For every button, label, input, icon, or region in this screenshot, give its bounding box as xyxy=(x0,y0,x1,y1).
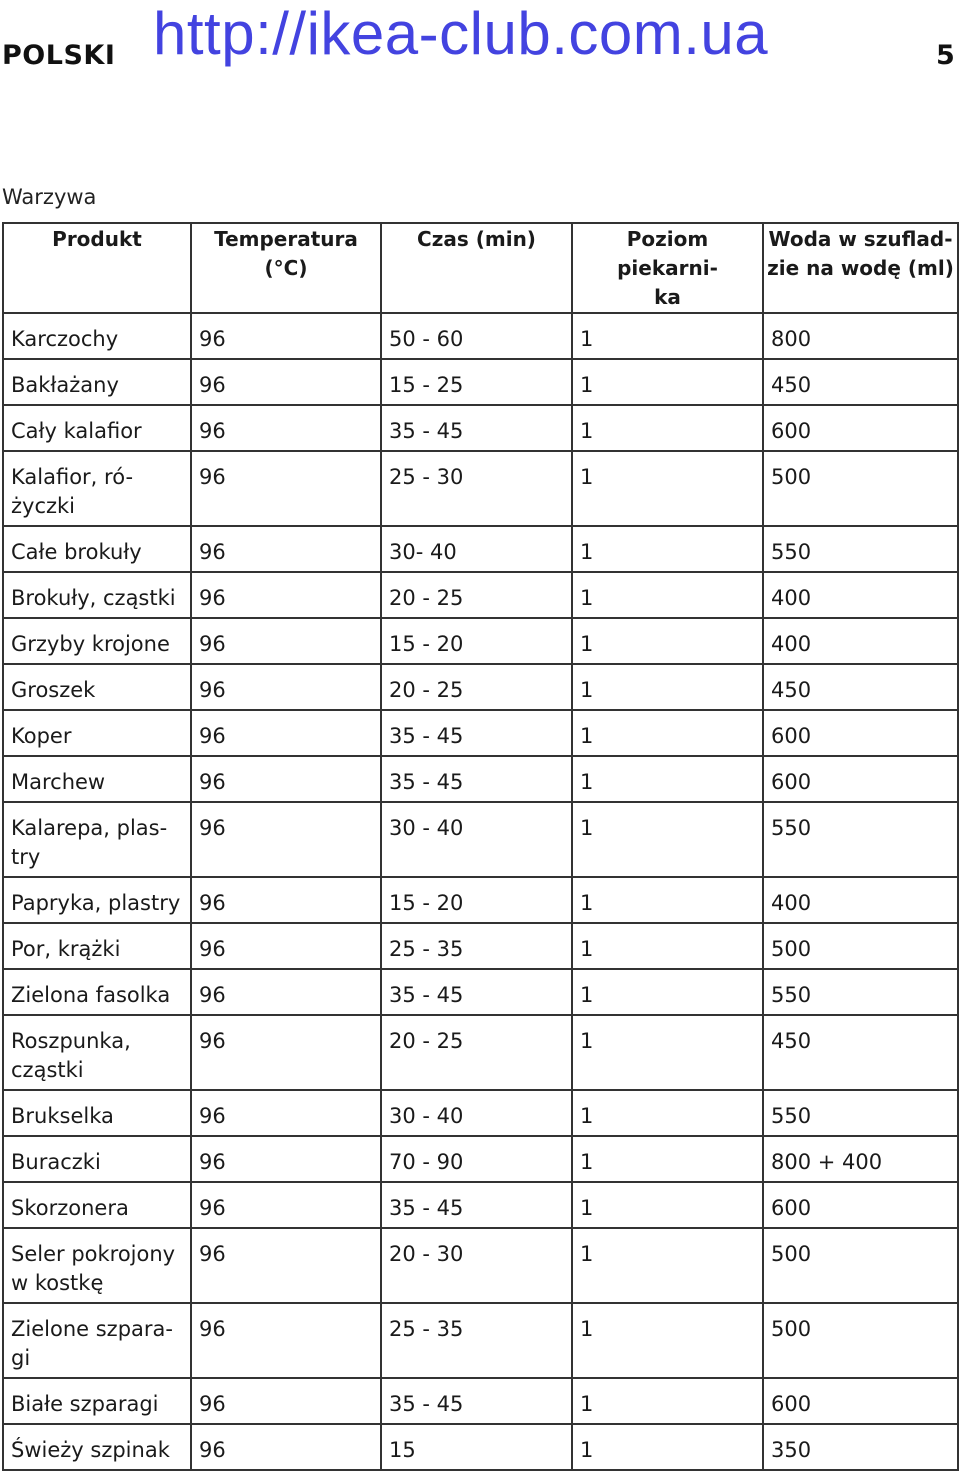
cell-time: 15 - 20 xyxy=(381,618,572,664)
cell-temperature: 96 xyxy=(191,1182,381,1228)
section-title: Warzywa xyxy=(2,185,97,209)
cell-product: Cały kalafior xyxy=(3,405,191,451)
cell-water: 600 xyxy=(763,710,958,756)
cell-water: 500 xyxy=(763,1303,958,1378)
cell-time: 50 - 60 xyxy=(381,313,572,359)
language-label: POLSKI xyxy=(2,40,116,71)
cell-product: Świeży szpinak xyxy=(3,1424,191,1470)
table-row xyxy=(3,877,958,923)
cell-product: Bakłażany xyxy=(3,359,191,405)
cell-level: 1 xyxy=(572,923,763,969)
cell-water: 450 xyxy=(763,1015,958,1090)
cell-product: Całe brokuły xyxy=(3,526,191,572)
column-header-level: Poziom piekarni- ka xyxy=(572,223,763,313)
cell-temperature: 96 xyxy=(191,1228,381,1303)
cell-water: 400 xyxy=(763,877,958,923)
cell-water: 400 xyxy=(763,618,958,664)
cell-time: 20 - 25 xyxy=(381,1015,572,1090)
cell-temperature: 96 xyxy=(191,405,381,451)
cell-level: 1 xyxy=(572,1182,763,1228)
cell-level: 1 xyxy=(572,877,763,923)
table-row xyxy=(3,923,958,969)
table-row xyxy=(3,313,958,359)
cell-time: 35 - 45 xyxy=(381,710,572,756)
cell-water: 400 xyxy=(763,572,958,618)
table-body xyxy=(3,313,958,1470)
cell-temperature: 96 xyxy=(191,877,381,923)
table-row xyxy=(3,451,958,526)
website-link[interactable]: http://ikea-club.com.ua xyxy=(153,0,769,67)
cell-level: 1 xyxy=(572,618,763,664)
cell-temperature: 96 xyxy=(191,451,381,526)
cell-water: 550 xyxy=(763,969,958,1015)
cell-level: 1 xyxy=(572,405,763,451)
cell-temperature: 96 xyxy=(191,969,381,1015)
cooking-table xyxy=(2,222,959,1471)
table-row xyxy=(3,1136,958,1182)
cell-temperature: 96 xyxy=(191,923,381,969)
cell-temperature: 96 xyxy=(191,359,381,405)
cell-level: 1 xyxy=(572,1090,763,1136)
page-number: 5 xyxy=(936,40,955,71)
cell-level: 1 xyxy=(572,802,763,877)
cell-water: 600 xyxy=(763,405,958,451)
cell-temperature: 96 xyxy=(191,710,381,756)
cell-product: Papryka, plastry xyxy=(3,877,191,923)
cell-time: 25 - 35 xyxy=(381,1303,572,1378)
cell-temperature: 96 xyxy=(191,1090,381,1136)
cell-temperature: 96 xyxy=(191,756,381,802)
cell-level: 1 xyxy=(572,1424,763,1470)
table-row xyxy=(3,1228,958,1303)
cell-time: 35 - 45 xyxy=(381,1182,572,1228)
cell-level: 1 xyxy=(572,969,763,1015)
table-row xyxy=(3,618,958,664)
cell-product: Roszpunka, cząstki xyxy=(3,1015,191,1090)
cell-temperature: 96 xyxy=(191,1136,381,1182)
cell-temperature: 96 xyxy=(191,802,381,877)
cell-water: 600 xyxy=(763,756,958,802)
cell-time: 20 - 25 xyxy=(381,664,572,710)
cell-product: Kalafior, ró- życzki xyxy=(3,451,191,526)
cell-product: Zielona fasolka xyxy=(3,969,191,1015)
cell-water: 450 xyxy=(763,664,958,710)
table-row xyxy=(3,802,958,877)
table-row xyxy=(3,526,958,572)
cell-temperature: 96 xyxy=(191,664,381,710)
cell-product: Zielone szpara- gi xyxy=(3,1303,191,1378)
cell-product: Karczochy xyxy=(3,313,191,359)
cell-level: 1 xyxy=(572,1228,763,1303)
table-row xyxy=(3,969,958,1015)
cell-time: 15 xyxy=(381,1424,572,1470)
cell-level: 1 xyxy=(572,1136,763,1182)
table-row xyxy=(3,1378,958,1424)
cell-product: Skorzonera xyxy=(3,1182,191,1228)
cell-temperature: 96 xyxy=(191,1015,381,1090)
cell-water: 500 xyxy=(763,451,958,526)
table-row xyxy=(3,664,958,710)
cell-time: 70 - 90 xyxy=(381,1136,572,1182)
column-header-product: Produkt xyxy=(3,223,191,313)
table-row xyxy=(3,359,958,405)
cell-time: 20 - 30 xyxy=(381,1228,572,1303)
column-header-time: Czas (min) xyxy=(381,223,572,313)
cell-product: Kalarepa, plas- try xyxy=(3,802,191,877)
cell-temperature: 96 xyxy=(191,1378,381,1424)
cell-water: 500 xyxy=(763,1228,958,1303)
cell-product: Koper xyxy=(3,710,191,756)
cell-water: 550 xyxy=(763,802,958,877)
cell-product: Brokuły, cząstki xyxy=(3,572,191,618)
cell-level: 1 xyxy=(572,756,763,802)
cell-time: 35 - 45 xyxy=(381,969,572,1015)
cell-water: 800 + 400 xyxy=(763,1136,958,1182)
cell-time: 35 - 45 xyxy=(381,756,572,802)
cell-water: 600 xyxy=(763,1378,958,1424)
cell-temperature: 96 xyxy=(191,618,381,664)
table-row xyxy=(3,710,958,756)
table-row xyxy=(3,1182,958,1228)
cell-product: Seler pokrojony w kostkę xyxy=(3,1228,191,1303)
cell-level: 1 xyxy=(572,664,763,710)
cell-product: Brukselka xyxy=(3,1090,191,1136)
cell-time: 20 - 25 xyxy=(381,572,572,618)
cell-level: 1 xyxy=(572,451,763,526)
cell-time: 25 - 35 xyxy=(381,923,572,969)
cell-water: 550 xyxy=(763,1090,958,1136)
table-row xyxy=(3,1424,958,1470)
cell-level: 1 xyxy=(572,1303,763,1378)
cell-level: 1 xyxy=(572,1378,763,1424)
cell-water: 350 xyxy=(763,1424,958,1470)
cell-product: Marchew xyxy=(3,756,191,802)
cell-time: 15 - 20 xyxy=(381,877,572,923)
cell-water: 550 xyxy=(763,526,958,572)
cell-temperature: 96 xyxy=(191,526,381,572)
cell-time: 25 - 30 xyxy=(381,451,572,526)
cell-product: Groszek xyxy=(3,664,191,710)
page-header xyxy=(0,0,960,80)
cell-time: 35 - 45 xyxy=(381,1378,572,1424)
table-row xyxy=(3,572,958,618)
cell-water: 450 xyxy=(763,359,958,405)
table-row xyxy=(3,1015,958,1090)
cell-water: 600 xyxy=(763,1182,958,1228)
cell-level: 1 xyxy=(572,1015,763,1090)
cell-product: Grzyby krojone xyxy=(3,618,191,664)
cell-temperature: 96 xyxy=(191,1303,381,1378)
cell-temperature: 96 xyxy=(191,1424,381,1470)
cell-time: 35 - 45 xyxy=(381,405,572,451)
cell-level: 1 xyxy=(572,572,763,618)
cell-temperature: 96 xyxy=(191,313,381,359)
cell-level: 1 xyxy=(572,526,763,572)
cell-water: 500 xyxy=(763,923,958,969)
column-header-water: Woda w szuflad- zie na wodę (ml) xyxy=(763,223,958,313)
table-row xyxy=(3,405,958,451)
cell-product: Por, krążki xyxy=(3,923,191,969)
cell-water: 800 xyxy=(763,313,958,359)
table-row xyxy=(3,1090,958,1136)
cell-product: Białe szparagi xyxy=(3,1378,191,1424)
column-header-temperature: Temperatura (°C) xyxy=(191,223,381,313)
cell-level: 1 xyxy=(572,313,763,359)
table-row xyxy=(3,756,958,802)
cell-product: Buraczki xyxy=(3,1136,191,1182)
table-header-row xyxy=(3,223,958,313)
cell-time: 30 - 40 xyxy=(381,1090,572,1136)
cell-temperature: 96 xyxy=(191,572,381,618)
table-row xyxy=(3,1303,958,1378)
cell-time: 30 - 40 xyxy=(381,802,572,877)
cell-level: 1 xyxy=(572,710,763,756)
cell-time: 30- 40 xyxy=(381,526,572,572)
cell-time: 15 - 25 xyxy=(381,359,572,405)
cell-level: 1 xyxy=(572,359,763,405)
